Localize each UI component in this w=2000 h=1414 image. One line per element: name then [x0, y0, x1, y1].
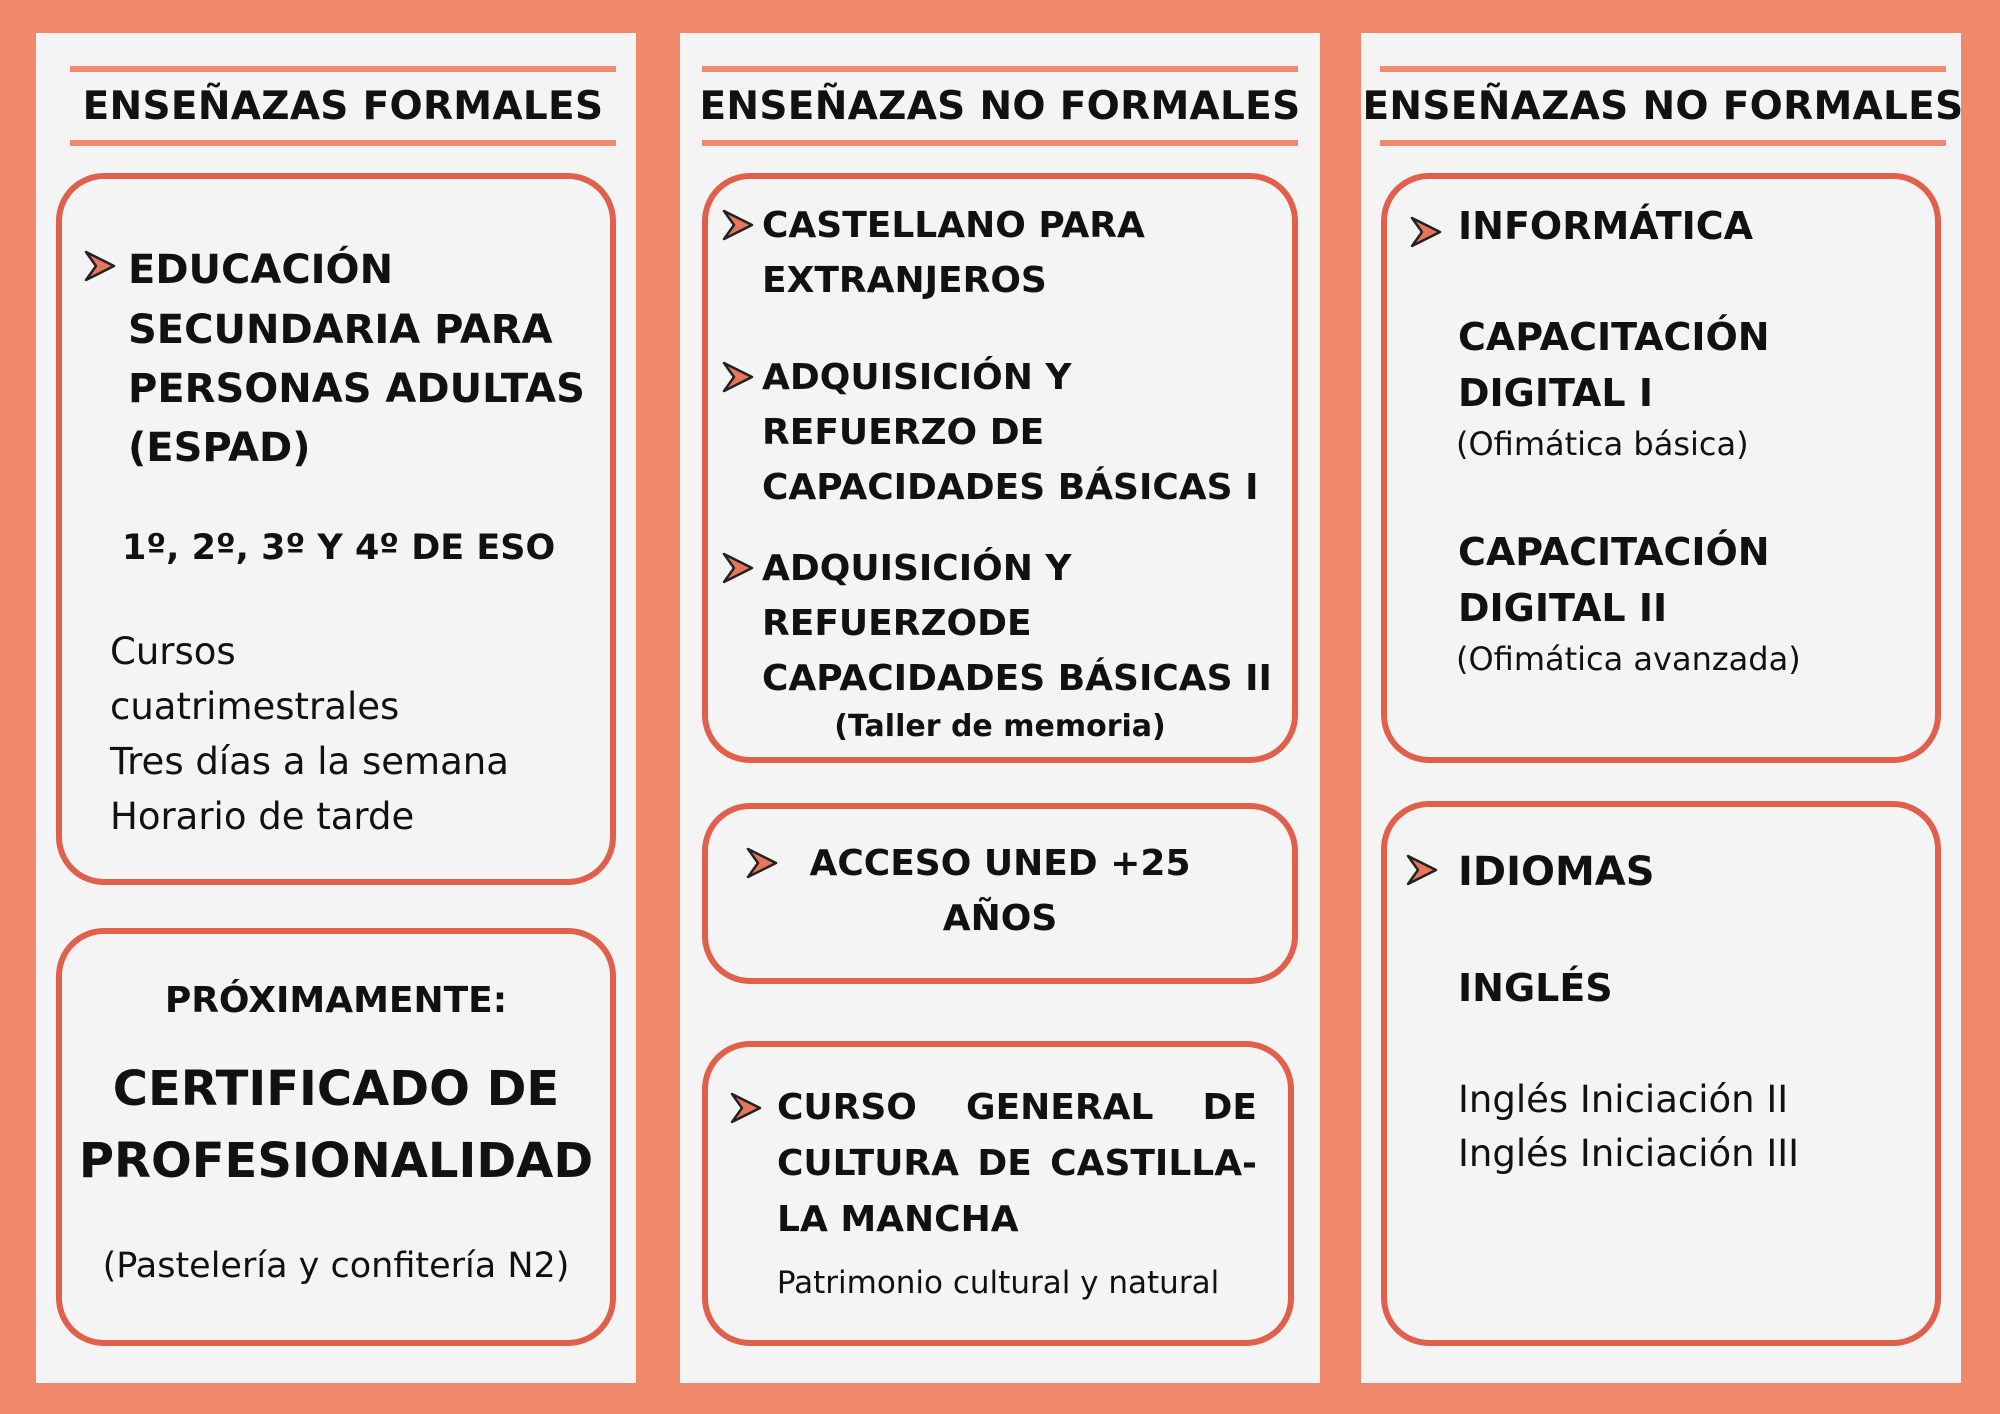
espad-detail-2: cuatrimestrales [110, 685, 400, 728]
cultura-word-5: DE [977, 1143, 1032, 1184]
column-1-title: ENSEÑAZAS FORMALES [70, 66, 616, 146]
cultura-word-1: CURSO [777, 1087, 917, 1128]
digital2-note: (Ofimática avanzada) [1456, 640, 1801, 678]
cultura-word-4: CULTURA [777, 1143, 960, 1184]
cultura-line-3: LA MANCHA [777, 1199, 1019, 1240]
certificado-note: (Pastelería y confitería N2) [102, 1246, 570, 1286]
chevron-right-icon [1406, 853, 1440, 887]
digital2-line-2: DIGITAL II [1458, 586, 1668, 630]
cultura-word-6: CASTILLA- [1050, 1143, 1257, 1184]
castellano-line-2: EXTRANJEROS [762, 260, 1047, 301]
espad-line-4: (ESPAD) [128, 425, 311, 471]
digital2-line-1: CAPACITACIÓN [1458, 530, 1770, 574]
certificado-title-2: PROFESIONALIDAD [78, 1133, 594, 1189]
digital1-line-2: DIGITAL I [1458, 371, 1653, 415]
cultura-line-2 [777, 1136, 1257, 1192]
digital1-line-1: CAPACITACIÓN [1458, 315, 1770, 359]
basicas2-note: (Taller de memoria) [834, 709, 1166, 744]
ingles-item-1: Inglés Iniciación II [1458, 1078, 1789, 1121]
basicas2-line-3: CAPACIDADES BÁSICAS II [762, 658, 1272, 699]
chevron-right-icon [84, 249, 118, 283]
espad-line-3: PERSONAS ADULTAS [128, 366, 585, 412]
basicas2-line-1: ADQUISICIÓN Y [762, 548, 1072, 589]
espad-detail-4: Horario de tarde [110, 795, 415, 838]
digital1-note: (Ofimática básica) [1456, 425, 1749, 463]
basicas1-line-3: CAPACIDADES BÁSICAS I [762, 467, 1259, 508]
basicas2-line-2: REFUERZODE [762, 603, 1032, 644]
chevron-right-icon [730, 1091, 764, 1125]
espad-levels: 1º, 2º, 3º Y 4º DE ESO [122, 528, 556, 568]
chevron-right-icon [722, 208, 756, 242]
espad-line-1: EDUCACIÓN [128, 247, 394, 293]
column-3-title: ENSEÑAZAS NO FORMALES [1380, 66, 1946, 146]
chevron-right-icon [722, 551, 756, 585]
ingles-item-2: Inglés Iniciación III [1458, 1132, 1800, 1175]
castellano-line-1: CASTELLANO PARA [762, 205, 1145, 246]
column-2-title: ENSEÑAZAS NO FORMALES [702, 66, 1298, 146]
basicas1-line-2: REFUERZO DE [762, 412, 1045, 453]
proximamente-label: PRÓXIMAMENTE: [164, 980, 508, 1021]
uned-line-1: ACCESO UNED +25 [809, 843, 1191, 884]
cultura-word-2: GENERAL [966, 1087, 1154, 1128]
idiomas-heading: IDIOMAS [1458, 849, 1655, 895]
cultura-note: Patrimonio cultural y natural [776, 1265, 1220, 1301]
basicas1-line-1: ADQUISICIÓN Y [762, 357, 1072, 398]
cultura-line-1 [777, 1080, 1257, 1136]
chevron-right-icon [1410, 215, 1444, 249]
uned-line-2: AÑOS [942, 898, 1058, 939]
espad-detail-1: Cursos [110, 630, 236, 673]
ingles-subheading: INGLÉS [1458, 966, 1613, 1010]
informatica-heading: INFORMÁTICA [1458, 204, 1754, 248]
cultura-word-3: DE [1202, 1087, 1257, 1128]
chevron-right-icon [722, 360, 756, 394]
espad-detail-3: Tres días a la semana [110, 740, 509, 783]
espad-line-2: SECUNDARIA PARA [128, 307, 553, 353]
certificado-title-1: CERTIFICADO DE [112, 1061, 560, 1117]
